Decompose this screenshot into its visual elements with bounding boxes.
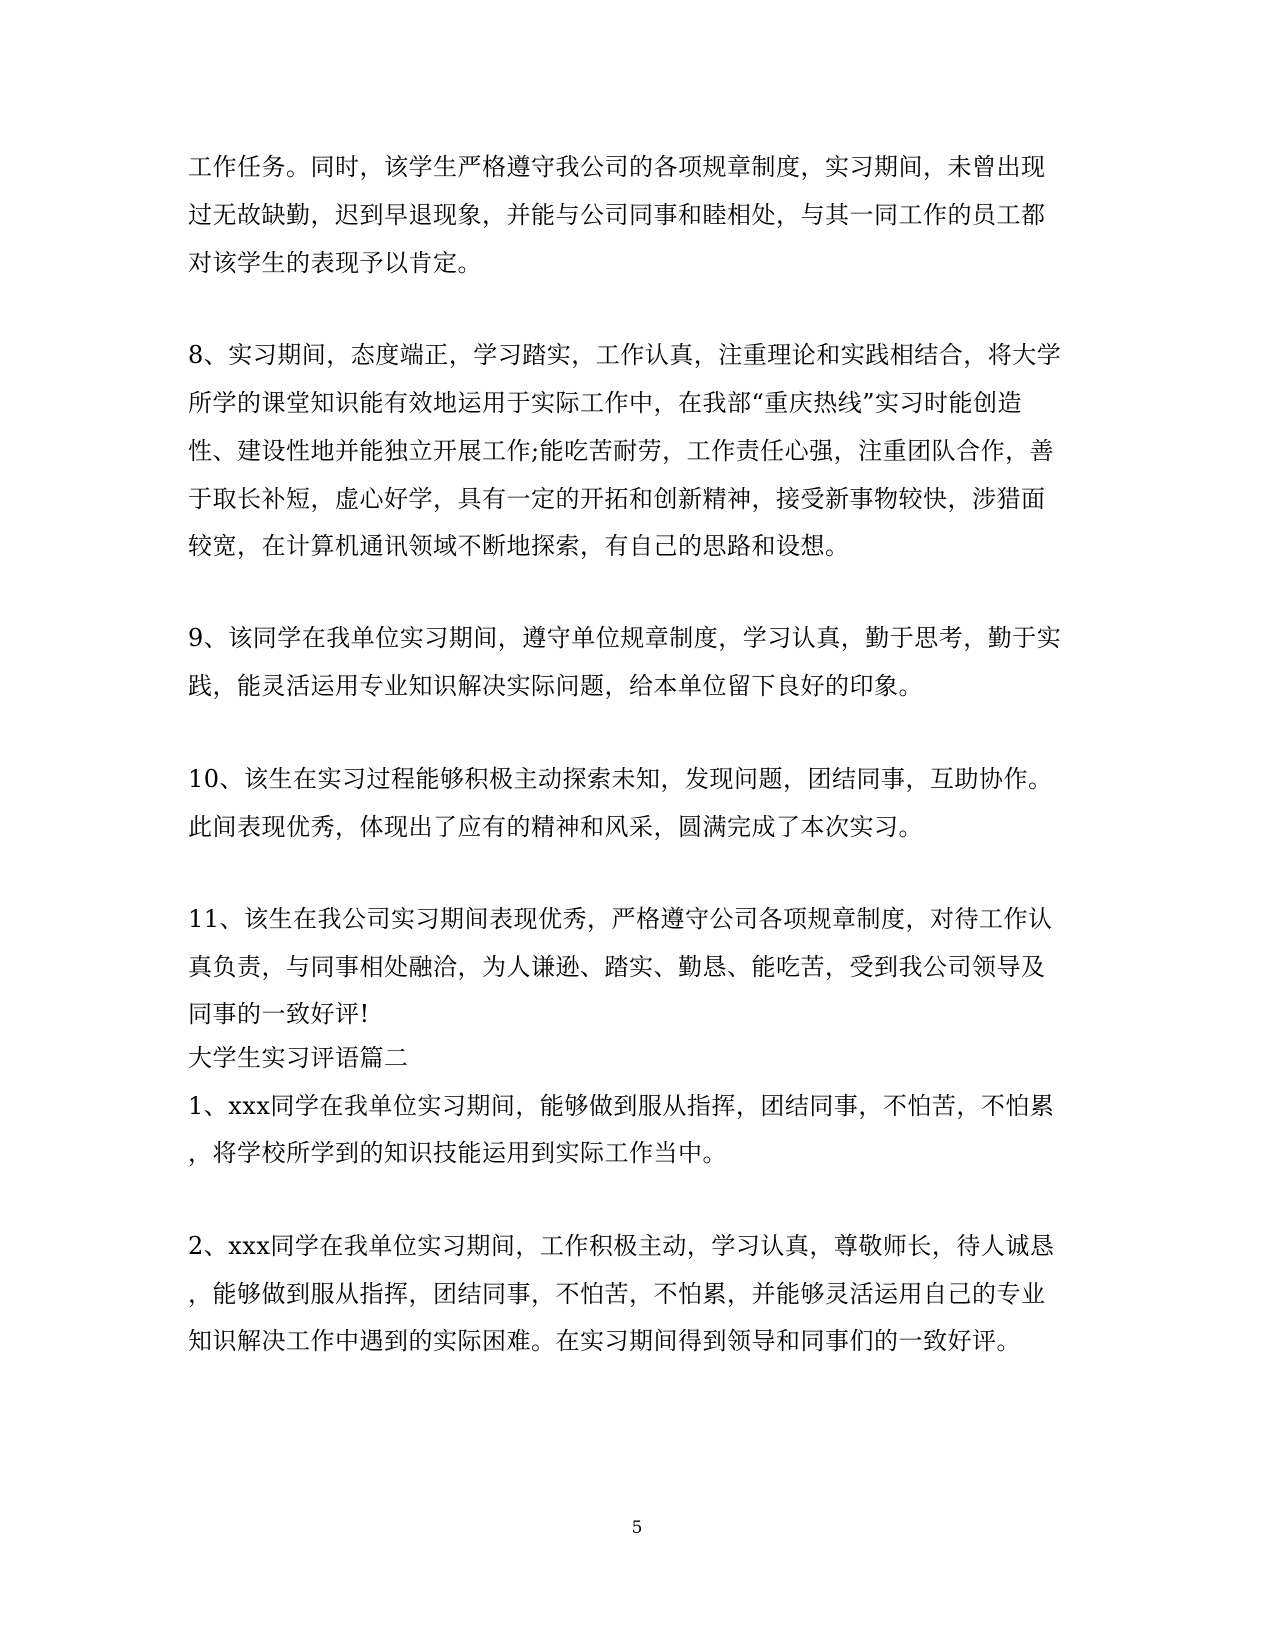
text-line: ，能够做到服从指挥，团结同事，不怕苦，不怕累，并能够灵活运用自己的专业 (188, 1280, 1046, 1308)
text-line: 知识解决工作中遇到的实际困难。在实习期间得到领导和同事们的一致好评。 (188, 1327, 1021, 1355)
text-line: 践，能灵活运用专业知识解决实际问题，给本单位留下良好的印象。 (188, 672, 923, 700)
text-line: 对该学生的表现予以肯定。 (188, 249, 482, 277)
text-line: 10、该生在实习过程能够积极主动探索未知，发现问题，团结同事，互助协作。 (188, 765, 1053, 793)
text-line: 工作任务。同时，该学生严格遵守我公司的各项规章制度，实习期间，未曾出现 (188, 153, 1046, 181)
text-line: 较宽，在计算机通讯领域不断地探索，有自己的思路和设想。 (188, 532, 850, 560)
text-line: 2、xxx同学在我单位实习期间，工作积极主动，学习认真，尊敬师长，待人诚恳 (188, 1232, 1055, 1260)
text-line: 同事的一致好评! (188, 1000, 370, 1028)
text-line: 于取长补短，虚心好学，具有一定的开拓和创新精神，接受新事物较快，涉猎面 (188, 485, 1046, 513)
text-line: 所学的课堂知识能有效地运用于实际工作中，在我部“重庆热线”实习时能创造 (188, 389, 1023, 417)
text-line: 此间表现优秀，体现出了应有的精神和风采，圆满完成了本次实习。 (188, 813, 923, 841)
page-number: 5 (631, 1518, 643, 1538)
text-line: 1、xxx同学在我单位实习期间，能够做到服从指挥，团结同事，不怕苦，不怕累 (188, 1092, 1055, 1120)
text-line: 过无故缺勤，迟到早退现象，并能与公司同事和睦相处，与其一同工作的员工都 (188, 201, 1046, 229)
text-line: 性、建设性地并能独立开展工作;能吃苦耐劳，工作责任心强，注重团队合作，善 (188, 437, 1055, 465)
text-line: ，将学校所学到的知识技能运用到实际工作当中。 (188, 1139, 727, 1167)
section-heading: 大学生实习评语篇二 (188, 1044, 409, 1072)
text-line: 9、该同学在我单位实习期间，遵守单位规章制度，学习认真，勤于思考，勤于实 (188, 624, 1062, 652)
text-line: 8、实习期间，态度端正，学习踏实，工作认真，注重理论和实践相结合，将大学 (188, 341, 1062, 369)
text-line: 11、该生在我公司实习期间表现优秀，严格遵守公司各项规章制度，对待工作认 (188, 905, 1053, 933)
text-line: 真负责，与同事相处融洽，为人谦逊、踏实、勤恳、能吃苦，受到我公司领导及 (188, 953, 1046, 981)
